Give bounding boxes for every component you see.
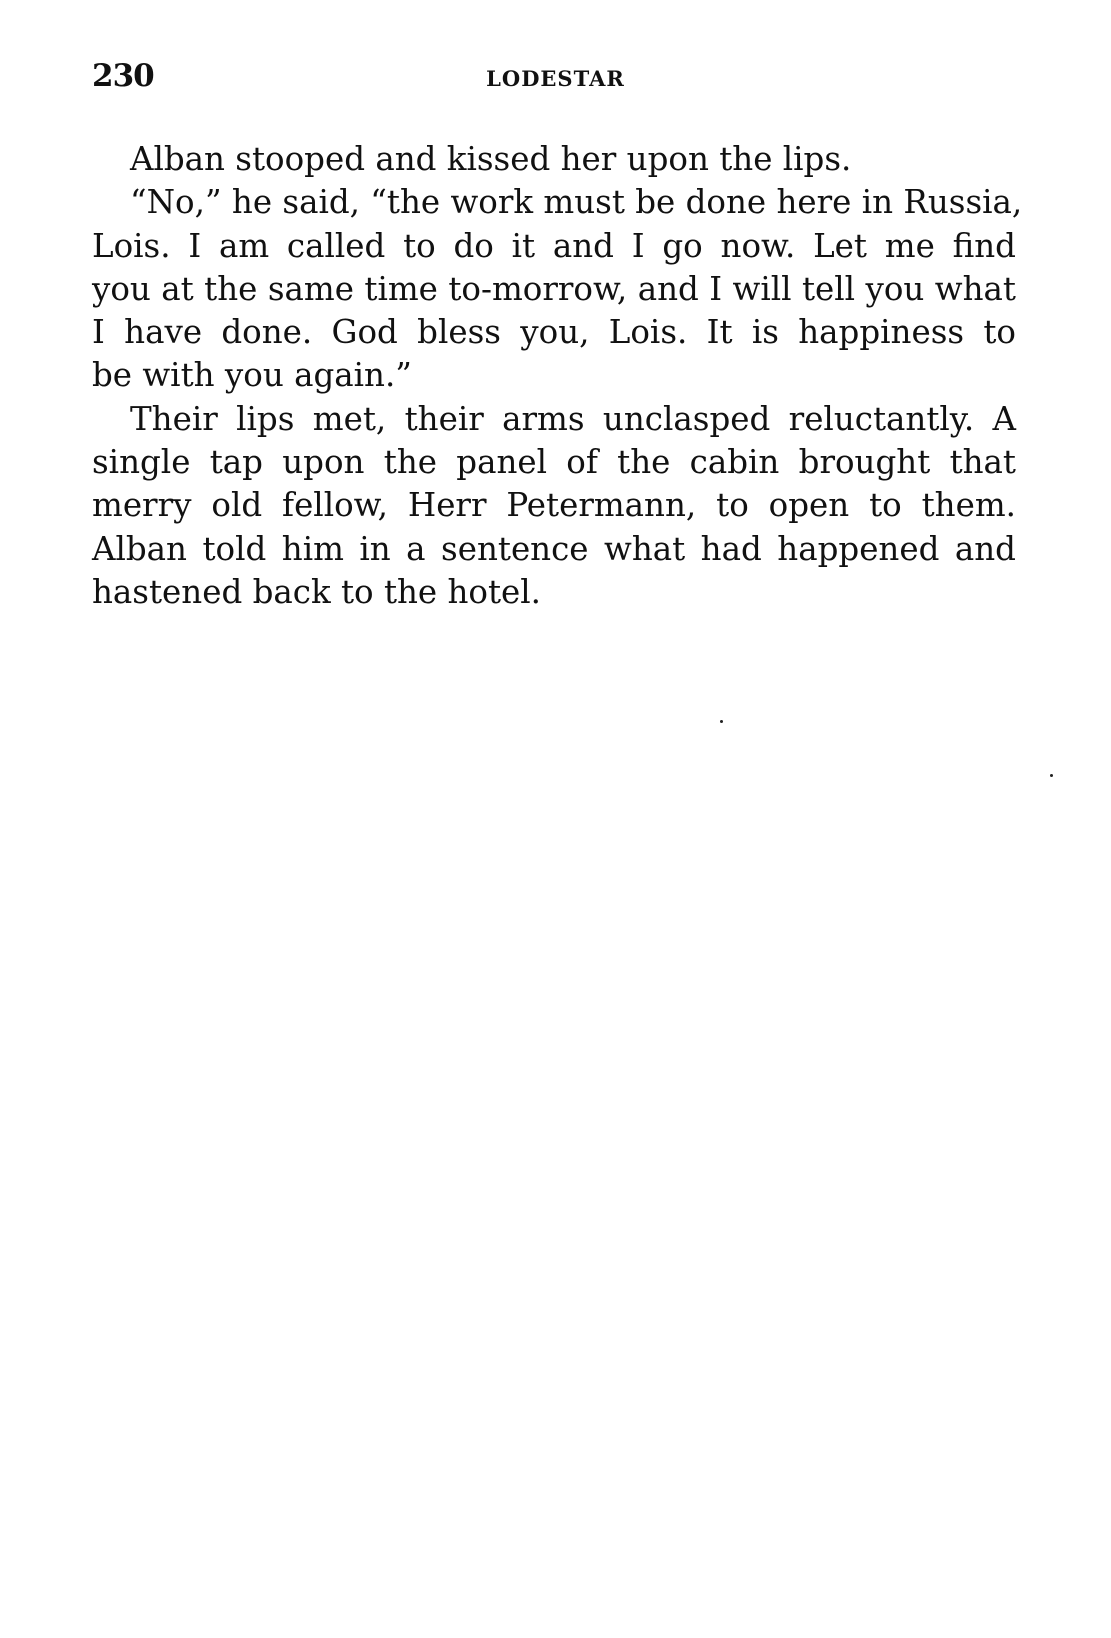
text-line: “No,” he said, “the work must be done here in Russia,	[130, 183, 1023, 222]
text-line: I have done. God bless you, Lois. It is happiness to	[92, 313, 1016, 352]
text-line: merry old fellow, Herr Petermann, to open to them.	[92, 486, 1016, 525]
text-line: Lois. I am called to do it and I go now. Let me find	[92, 226, 1016, 265]
paragraph	[92, 398, 1016, 614]
text-line: Alban told him in a sentence what had happened and	[92, 529, 1016, 568]
running-head: LODESTAR	[486, 66, 625, 91]
text-line: Alban stooped and kissed her upon the lips.	[130, 140, 852, 178]
body-text	[92, 138, 1023, 614]
text-line: be with you again.”	[92, 356, 412, 395]
paragraph	[92, 181, 1023, 397]
text-line: you at the same time to-morrow, and I will tell you what	[92, 269, 1016, 308]
text-line: Their lips met, their arms unclasped reluctantly. A	[130, 399, 1016, 438]
text-line: single tap upon the panel of the cabin brought that	[92, 443, 1016, 482]
scan-speck	[1050, 774, 1053, 777]
page-number: 230	[92, 58, 154, 94]
scan-speck	[720, 720, 723, 723]
paragraph	[92, 138, 1016, 181]
text-line: hastened back to the hotel.	[92, 572, 542, 611]
